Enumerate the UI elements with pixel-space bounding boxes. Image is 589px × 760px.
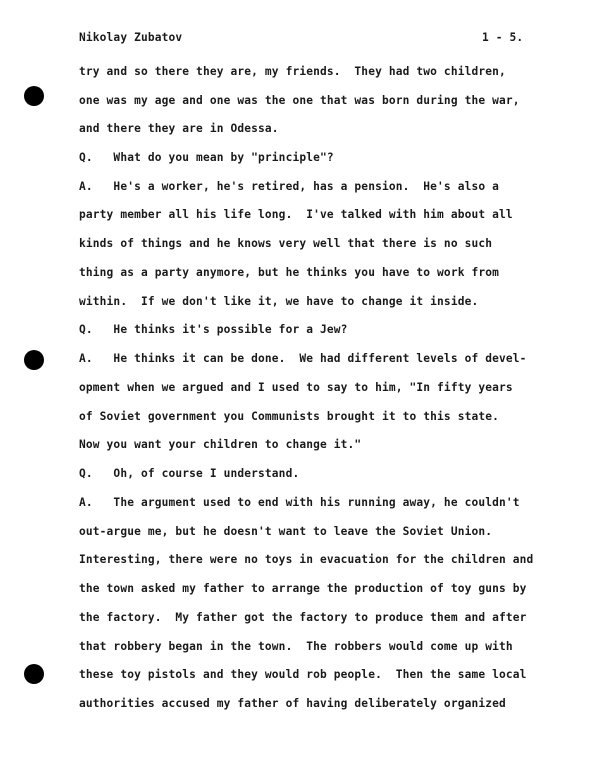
text-line: the factory. My father got the factory to produce them and after <box>79 611 527 624</box>
text-line: one was my age and one was the one that was born during the war, <box>79 94 520 107</box>
text-line: Q. Oh, of course I understand. <box>79 467 300 480</box>
text-line: the town asked my father to arrange the production of toy guns by <box>79 582 527 595</box>
header-name: Nikolay Zubatov <box>79 31 183 44</box>
text-line: Q. What do you mean by "principle"? <box>79 151 334 164</box>
text-line: authorities accused my father of having deliberately organized <box>79 697 506 710</box>
text-line: try and so there they are, my friends. They had two children, <box>79 65 506 78</box>
text-line: party member all his life long. I've talked with him about all <box>79 208 513 221</box>
text-line: Interesting, there were no toys in evacuation for the children and <box>79 553 534 566</box>
text-line: Q. He thinks it's possible for a Jew? <box>79 323 348 336</box>
text-line: Now you want your children to change it." <box>79 438 362 451</box>
text-line: kinds of things and he knows very well that there is no such <box>79 237 493 250</box>
text-line: out-argue me, but he doesn't want to leave the Soviet Union. <box>79 525 493 538</box>
text-line: these toy pistols and they would rob people. Then the same local <box>79 668 527 681</box>
text-line: opment when we argued and I used to say to him, "In fifty years <box>79 381 513 394</box>
punch-hole-bottom <box>24 664 44 684</box>
text-line: A. He thinks it can be done. We had different levels of devel- <box>79 352 527 365</box>
punch-hole-middle <box>24 350 44 370</box>
text-line: of Soviet government you Communists brought it to this state. <box>79 410 500 423</box>
text-line: within. If we don't like it, we have to change it inside. <box>79 295 479 308</box>
text-line: that robbery began in the town. The robbers would come up with <box>79 640 513 653</box>
text-line: A. He's a worker, he's retired, has a pension. He's also a <box>79 180 500 193</box>
text-line: thing as a party anymore, but he thinks you have to work from <box>79 266 500 279</box>
punch-hole-top <box>24 86 44 106</box>
text-line: and there they are in Odessa. <box>79 122 279 135</box>
text-line: A. The argument used to end with his running away, he couldn't <box>79 496 520 509</box>
header-page-number: 1 - 5. <box>482 31 524 44</box>
